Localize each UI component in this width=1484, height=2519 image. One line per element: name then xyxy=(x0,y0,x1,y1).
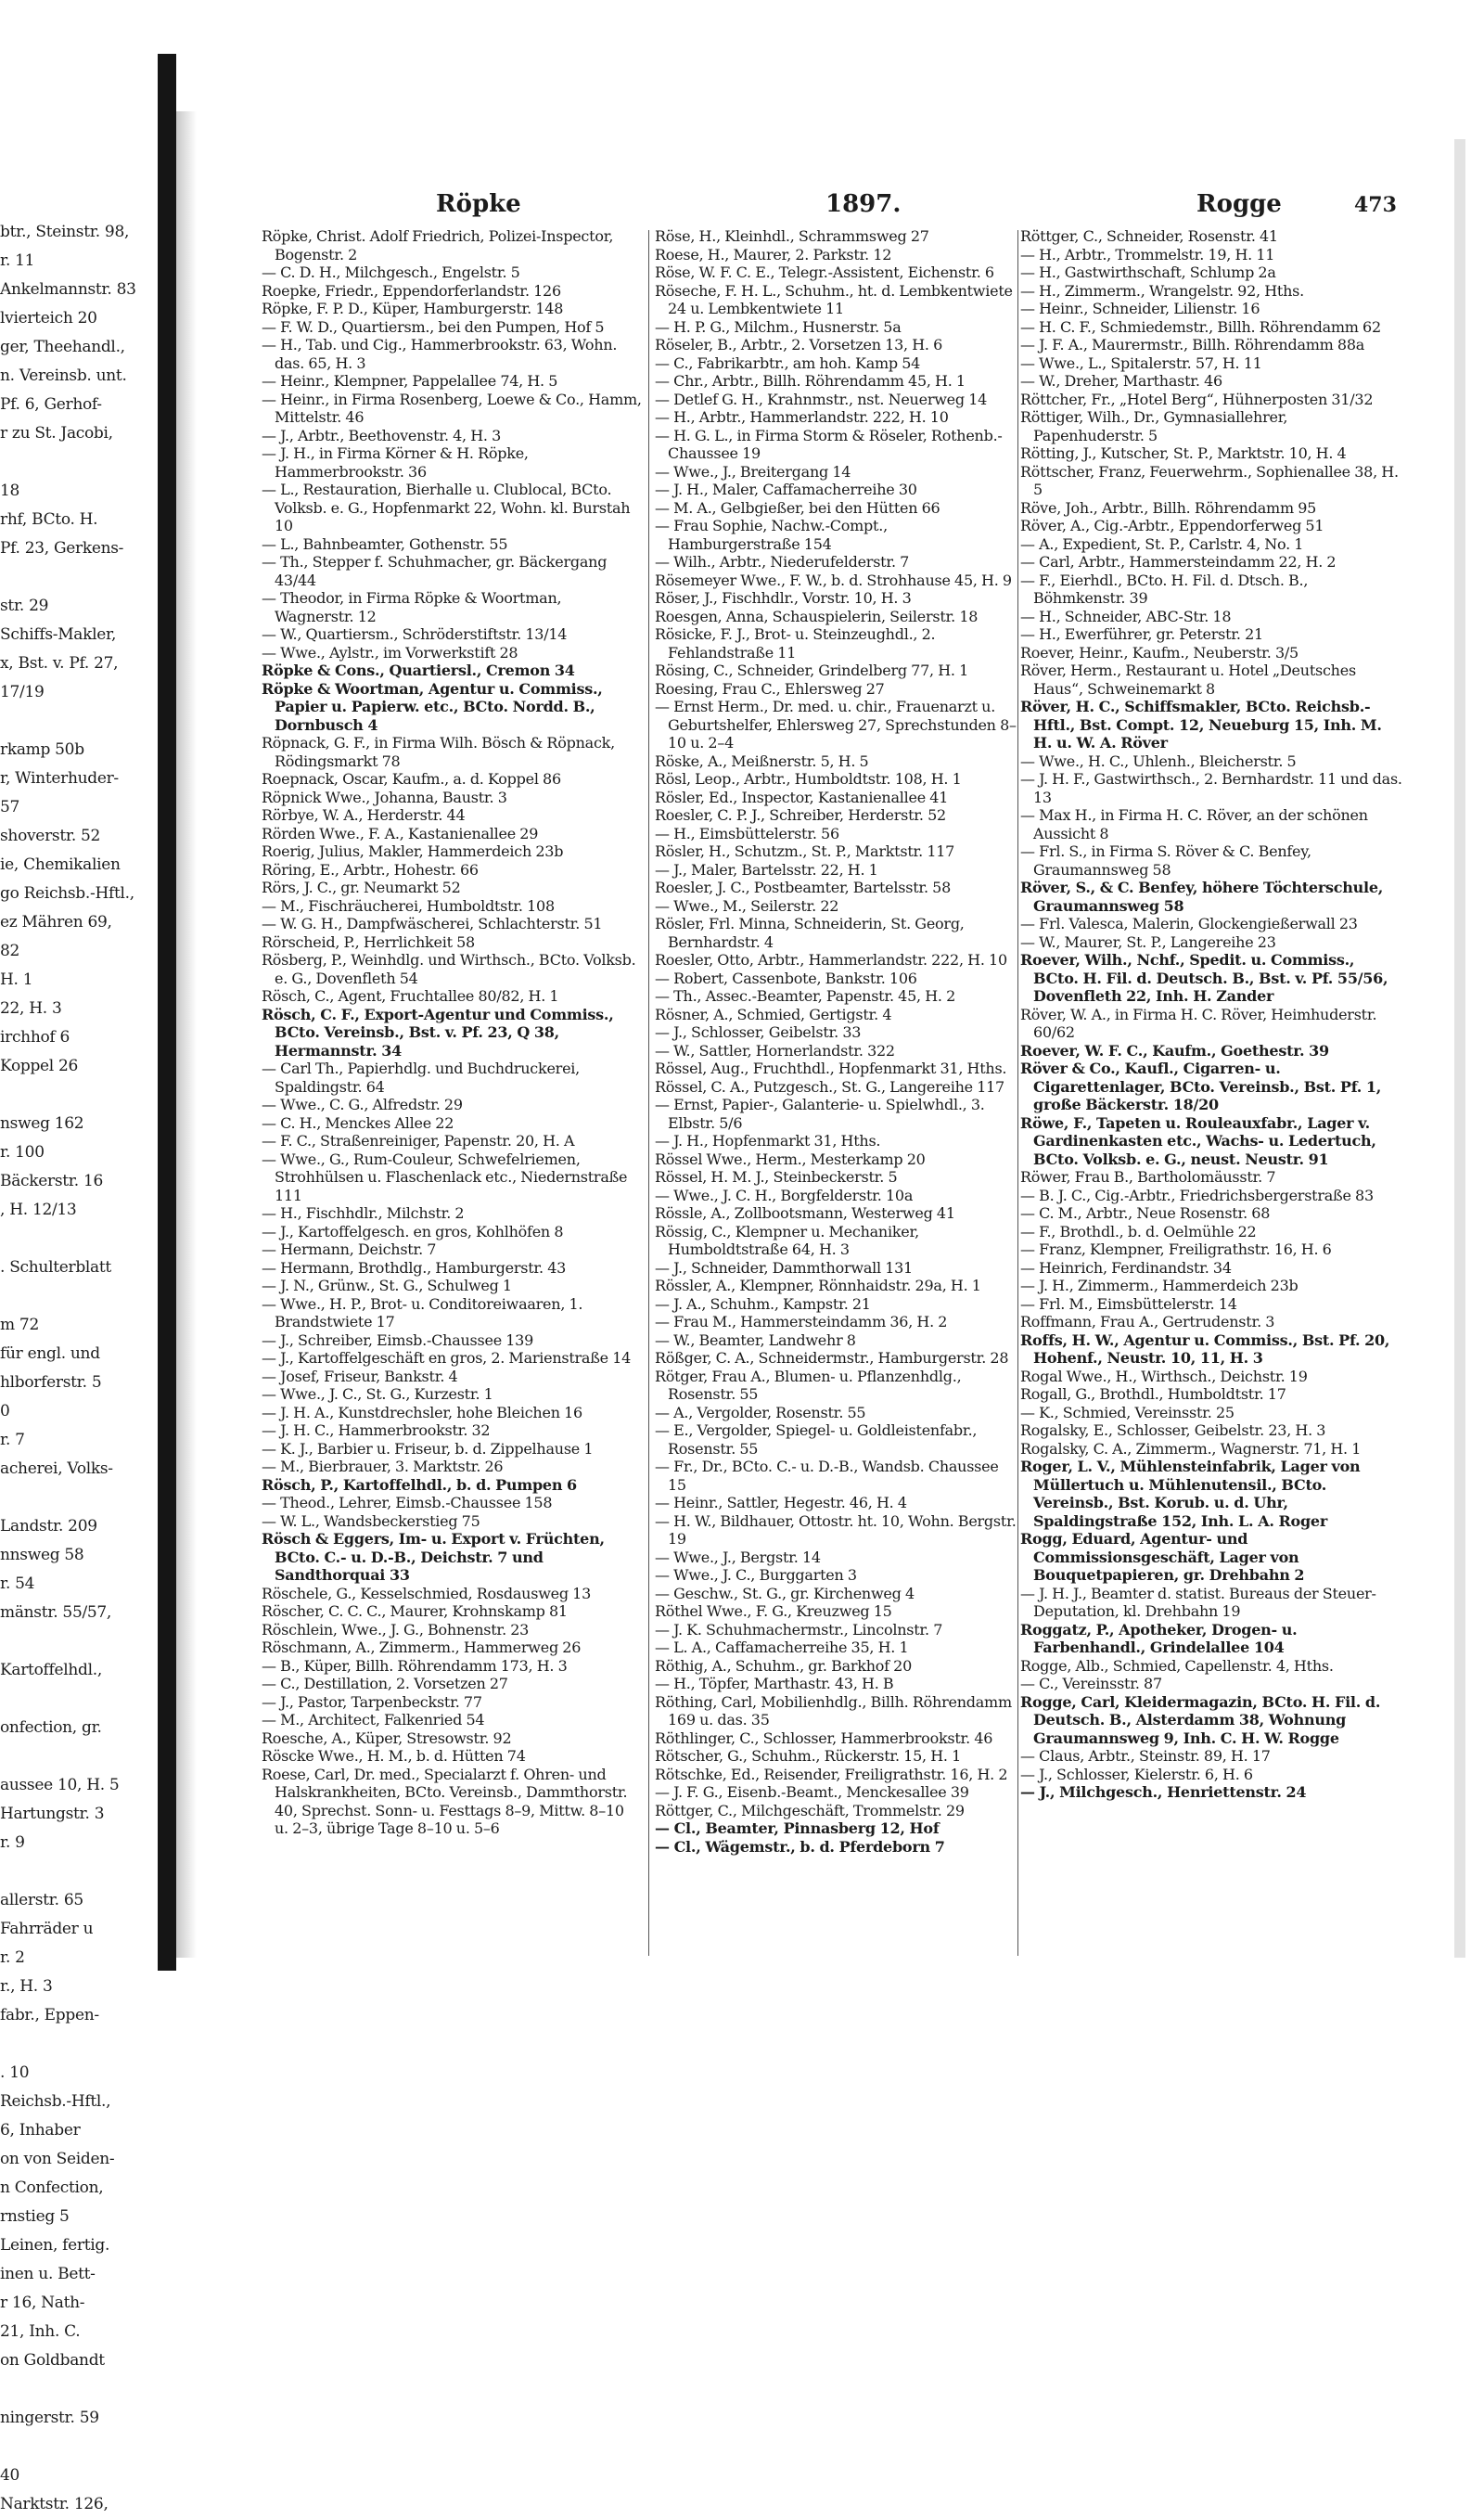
left-fragment-line xyxy=(0,563,158,592)
directory-entry: Röver, S., & C. Benfey, höhere Töchterschule, Graumannsweg 58 xyxy=(1020,879,1384,915)
directory-entry: Röring, E., Arbtr., Hohestr. 66 xyxy=(262,860,479,879)
directory-entry: Roesler, J. C., Postbeamter, Bartelsstr. 58 xyxy=(655,879,952,896)
directory-entry: Roever, W. F. C., Kaufm., Goethestr. 39 xyxy=(1020,1041,1329,1060)
directory-entry: Rörscheid, P., Herrlichkeit 58 xyxy=(262,932,475,951)
left-fragment-line: n Confection, xyxy=(0,2178,104,2197)
left-fragment-line: rnstieg 5 xyxy=(0,2207,70,2226)
directory-entry: Roepke, Friedr., Eppendorferlandstr. 126 xyxy=(262,281,561,300)
left-fragment-line: hlborferstr. 5 xyxy=(0,1373,102,1392)
directory-entry: Rösler, Frl. Minna, Schneiderin, St. Georg, Bernhardstr. 4 xyxy=(655,915,965,951)
directory-entry: — J. K. Schuhmachermstr., Lincolnstr. 7 xyxy=(655,1620,943,1639)
directory-entry: — C. M., Arbtr., Neue Rosenstr. 68 xyxy=(1020,1204,1271,1222)
left-fragment-line: aussee 10, H. 5 xyxy=(0,1776,120,1794)
directory-entry: — H., Fischhdlr., Milchstr. 2 xyxy=(262,1204,465,1222)
left-fragment-line: n. Vereinsb. unt. xyxy=(0,366,127,385)
left-fragment-line: Koppel 26 xyxy=(0,1057,79,1075)
left-fragment-line: go Reichsb.-Hftl., xyxy=(0,884,134,903)
left-fragment-line: ie, Chemikalien xyxy=(0,855,121,874)
directory-entry: Röscher, C. C. C., Maurer, Krohnskamp 81 xyxy=(262,1602,568,1620)
left-fragment-line: . 10 xyxy=(0,2063,30,2082)
directory-entry: — H., Arbtr., Hammerlandstr. 222, H. 10 xyxy=(655,408,949,426)
directory-entry: — F. C., Straßenreiniger, Papenstr. 20, H. A xyxy=(262,1132,575,1150)
left-fragment-line xyxy=(0,1225,158,1253)
gutter-shadow xyxy=(176,111,197,1958)
left-fragment-line: 40 xyxy=(0,2466,20,2485)
left-fragment-line: 17/19 xyxy=(0,683,45,701)
directory-entry: — J. H. J., Beamter d. statist. Bureaus der Steuer-Deputation, kl. Drehbahn 19 xyxy=(1020,1584,1376,1620)
left-fragment-line: 21, Inh. C. xyxy=(0,2322,81,2341)
directory-entry: Röver & Co., Kaufl., Cigarren- u. Cigarettenlager, BCto. Vereinsb., Bst. Pf. 1, große Bäckerstr. 18/20 xyxy=(1020,1060,1382,1113)
left-fragment-line: lvierteich 20 xyxy=(0,309,97,328)
directory-entry: — Wwe., H. P., Brot- u. Conditoreiwaaren, 1. Brandstwiete 17 xyxy=(262,1294,583,1330)
left-fragment-line: . Schulterblatt xyxy=(0,1258,111,1277)
directory-entry: Röttger, C., Milchgeschäft, Trommelstr. 29 xyxy=(655,1801,965,1819)
directory-entry: — Wwe., G., Rum-Couleur, Schwefelriemen, Strohhülsen u. Flaschenlack etc., Niedernstraße 111 xyxy=(262,1150,628,1204)
left-fragment-line: Landstr. 209 xyxy=(0,1517,97,1536)
directory-entry: Rössel Wwe., Herm., Mesterkamp 20 xyxy=(655,1150,926,1168)
directory-entry: — J., Kartoffelgeschäft en gros, 2. Marienstraße 14 xyxy=(262,1349,632,1367)
directory-entry: — H., Eimsbüttelerstr. 56 xyxy=(655,824,839,842)
left-fragment-line: on von Seiden- xyxy=(0,2150,115,2168)
directory-entry: Röpke, F. P. D., Küper, Hamburgerstr. 148 xyxy=(262,300,564,317)
directory-entry: — A., Vergolder, Rosenstr. 55 xyxy=(655,1403,866,1421)
left-fragment-line: Pf. 23, Gerkens- xyxy=(0,539,124,558)
left-fragment-line: mänstr. 55/57, xyxy=(0,1603,112,1622)
directory-entry: — Heinr., Klempner, Pappelallee 74, H. 5 xyxy=(262,372,558,390)
directory-entry: Roesler, Otto, Arbtr., Hammerlandstr. 222, H. 10 xyxy=(655,951,1007,969)
directory-entry: — Wwe., J. C., Burggarten 3 xyxy=(655,1566,857,1584)
directory-entry: — J. H. C., Hammerbrookstr. 32 xyxy=(262,1421,491,1439)
left-fragment-line: , H. 12/13 xyxy=(0,1201,77,1219)
directory-entry: — C., Vereinsstr. 87 xyxy=(1020,1675,1162,1692)
left-fragment-line: rhf, BCto. H. xyxy=(0,510,98,529)
directory-entry: — M., Fischräucherei, Humboldtstr. 108 xyxy=(262,896,555,915)
directory-entry: Rössel, C. A., Putzgesch., St. G., Langereihe 117 xyxy=(655,1077,1004,1096)
directory-entry: — J., Milchgesch., Henriettenstr. 24 xyxy=(1020,1783,1307,1801)
directory-entry: — Frl. M., Eimsbüttelerstr. 14 xyxy=(1020,1294,1237,1313)
directory-entry: Roese, H., Maurer, 2. Parkstr. 12 xyxy=(655,245,892,263)
directory-entry: Röske, A., Meißnerstr. 5, H. 5 xyxy=(655,752,869,770)
directory-entry: — W., Sattler, Hornerlandstr. 322 xyxy=(655,1041,895,1060)
directory-entry: — Josef, Friseur, Bankstr. 4 xyxy=(262,1367,458,1385)
directory-entry: — J. H. F., Gastwirthsch., 2. Bernhardstr. 11 und das. 13 xyxy=(1020,770,1402,806)
left-fragment-line: 18 xyxy=(0,482,20,500)
directory-entry: — Wwe., J. C. H., Borgfelderstr. 10a xyxy=(655,1186,914,1204)
directory-entry: Rössler, A., Klempner, Rönnhaidstr. 29a, H. 1 xyxy=(655,1277,981,1294)
directory-entry: Röwe, F., Tapeten u. Rouleauxfabr., Lager v. Gardinenkasten etc., Wachs- u. Ledertuch, BCto. Volksb. e. G., neust. Neustr. 91 xyxy=(1020,1113,1376,1168)
directory-entry: — J. H. A., Kunstdrechsler, hohe Bleichen 16 xyxy=(262,1403,582,1421)
directory-entry: — H., Zimmerm., Wrangelstr. 92, Hths. xyxy=(1020,281,1304,300)
directory-entry: — A., Expedient, St. P., Carlstr. 4, No. 1 xyxy=(1020,534,1304,553)
directory-entry: — J. A., Schuhm., Kampstr. 21 xyxy=(655,1294,871,1313)
directory-entry: Röthing, Carl, Mobilienhdlg., Billh. Röhrendamm 169 u. das. 35 xyxy=(655,1692,1012,1729)
directory-entry: Rogge, Carl, Kleidermagazin, BCto. H. Fil. d. Deutsch. B., Alsterdamm 38, Wohnung Graumannsweg 9, Inh. C. H. W. Rogge xyxy=(1020,1692,1381,1747)
directory-entry: — W. L., Wandsbeckerstieg 75 xyxy=(262,1511,480,1530)
directory-entry: — K., Schmied, Vereinsstr. 25 xyxy=(1020,1403,1235,1421)
directory-entry: Röttiger, Wilh., Dr., Gymnasiallehrer, Papenhuderstr. 5 xyxy=(1020,408,1288,444)
directory-entry: Röver, H. C., Schiffsmakler, BCto. Reichsb.-Hftl., Bst. Compt. 12, Neueburg 15, Inh. M. H. u. W. A. Röver xyxy=(1020,698,1382,752)
left-fragment-line: 6, Inhaber xyxy=(0,2121,81,2140)
directory-entry: Roever, Wilh., Nchf., Spedit. u. Commiss., BCto. H. Fil. d. Deutsch. B., Bst. v. Pf. 55/56, Dovenfleth 22, Inh. H. Zander xyxy=(1020,951,1388,1005)
directory-entry: Rösicke, F. J., Brot- u. Steinzeughdl., 2. Fehlandstraße 11 xyxy=(655,625,936,662)
directory-entry: Röse, H., Kleinhdl., Schrammsweg 27 xyxy=(655,227,929,245)
directory-entry: — J., Pastor, Tarpenbeckstr. 77 xyxy=(262,1692,482,1711)
directory-entry: — E., Vergolder, Spiegel- u. Goldleistenfabr., Rosenstr. 55 xyxy=(655,1421,978,1458)
directory-entry: — W., Beamter, Landwehr 8 xyxy=(655,1330,856,1349)
directory-entry: Roggatz, P., Apotheker, Drogen- u. Farbenhandl., Grindelallee 104 xyxy=(1020,1620,1298,1656)
directory-entry: Rötscher, G., Schuhm., Rückerstr. 15, H. 1 xyxy=(655,1747,962,1765)
directory-entry: Rössig, C., Klempner u. Mechaniker, Humboldtstraße 64, H. 3 xyxy=(655,1222,919,1258)
left-fragment-line: nsweg 162 xyxy=(0,1114,84,1133)
directory-entry: — J. H., Maler, Caffamacherreihe 30 xyxy=(655,481,917,498)
directory-entry: — W., Maurer, St. P., Langereihe 23 xyxy=(1020,932,1276,951)
directory-entry: — Cl., Beamter, Pinnasberg 12, Hof xyxy=(655,1819,940,1837)
directory-entry: — Fr., Dr., BCto. C.- u. D.-B., Wandsb. Chaussee 15 xyxy=(655,1458,999,1494)
directory-entry: — J. F. A., Maurermstr., Billh. Röhrendamm 88a xyxy=(1020,336,1365,353)
left-fragment-line: on Goldbandt xyxy=(0,2351,105,2370)
left-fragment-line: r. 9 xyxy=(0,1833,25,1852)
left-fragment-line: r 16, Nath- xyxy=(0,2294,85,2312)
directory-entry: — W., Quartiersm., Schröderstiftstr. 13/14 xyxy=(262,625,568,643)
left-fragment-line xyxy=(0,1484,158,1512)
directory-entry: — Theodor, in Firma Röpke & Woortman, Wagnerstr. 12 xyxy=(262,589,562,625)
directory-entry: Rötting, J., Kutscher, St. P., Marktstr. 10, H. 4 xyxy=(1020,444,1347,462)
directory-entry: — H. P. G., Milchm., Husnerstr. 5a xyxy=(655,317,902,336)
left-fragment-line: m 72 xyxy=(0,1316,39,1334)
directory-entry: — C. D. H., Milchgesch., Engelstr. 5 xyxy=(262,263,520,281)
directory-entry: Rogal Wwe., H., Wirthsch., Deichstr. 19 xyxy=(1020,1367,1308,1385)
left-fragment-line: r. 100 xyxy=(0,1143,45,1162)
header-left-word: Röpke xyxy=(436,190,521,218)
directory-entry: — L. A., Caffamacherreihe 35, H. 1 xyxy=(655,1639,909,1656)
directory-entry: Röser, J., Fischhdlr., Vorstr. 10, H. 3 xyxy=(655,589,912,607)
directory-entry: Roesler, C. P. J., Schreiber, Herderstr. 52 xyxy=(655,806,946,824)
left-page-fragment xyxy=(0,218,158,2513)
left-fragment-line: shoverstr. 52 xyxy=(0,827,101,845)
directory-entry: Rössle, A., Zollbootsmann, Westerweg 41 xyxy=(655,1204,955,1222)
directory-entry: — F. W. D., Quartiersm., bei den Pumpen, Hof 5 xyxy=(262,317,605,336)
directory-entry: — Wwe., C. G., Alfredstr. 29 xyxy=(262,1096,463,1113)
left-fragment-line xyxy=(0,707,158,736)
directory-entry: Röttscher, Franz, Feuerwehrm., Sophienallee 38, H. 5 xyxy=(1020,462,1399,498)
directory-entry: — J., Schneider, Dammthorwall 131 xyxy=(655,1258,913,1277)
directory-entry: — Wwe., L., Spitalerstr. 57, H. 11 xyxy=(1020,353,1262,372)
directory-entry: — Th., Assec.-Beamter, Papenstr. 45, H. 2 xyxy=(655,987,956,1005)
left-fragment-line xyxy=(0,2030,158,2059)
directory-entry: — H. W., Bildhauer, Ottostr. ht. 10, Wohn. Bergstr. 19 xyxy=(655,1511,1017,1548)
directory-entry: Rößger, C. A., Schneidermstr., Hamburgerstr. 28 xyxy=(655,1349,1009,1367)
left-fragment-line: H. 1 xyxy=(0,970,33,989)
left-fragment-line: acherei, Volks- xyxy=(0,1459,113,1478)
directory-entry: — C., Fabrikarbtr., am hoh. Kamp 54 xyxy=(655,353,921,372)
directory-entry: Roesche, A., Küper, Stresowstr. 92 xyxy=(262,1729,512,1747)
directory-entry: — Carl Th., Papierhdlg. und Buchdruckerei, Spaldingstr. 64 xyxy=(262,1060,580,1096)
directory-entry: — Carl, Arbtr., Hammersteindamm 22, H. 2 xyxy=(1020,553,1337,571)
directory-entry: Röschele, G., Kesselschmied, Rosdausweg 13 xyxy=(262,1584,592,1602)
directory-entry: Röseche, F. H. L., Schuhm., ht. d. Lembkentwiete 24 u. Lembkentwiete 11 xyxy=(655,281,1013,317)
directory-entry: Rötschke, Ed., Reisender, Freiligrathstr. 16, H. 2 xyxy=(655,1765,1008,1783)
directory-entry: — Claus, Arbtr., Steinstr. 89, H. 17 xyxy=(1020,1747,1271,1765)
directory-entry: — J., Arbtr., Beethovenstr. 4, H. 3 xyxy=(262,426,502,444)
left-fragment-line: Ankelmannstr. 83 xyxy=(0,280,136,299)
left-fragment-line xyxy=(0,448,158,477)
column-rule xyxy=(1017,230,1018,1956)
directory-entry: — J. N., Grünw., St. G., Schulweg 1 xyxy=(262,1277,512,1294)
directory-entry: — Wwe., M., Seilerstr. 22 xyxy=(655,896,839,915)
left-fragment-line: Kartoffelhdl., xyxy=(0,1661,102,1679)
left-fragment-line: Bäckerstr. 16 xyxy=(0,1172,103,1190)
left-fragment-line: x, Bst. v. Pf. 27, xyxy=(0,654,119,673)
directory-entry: Rössel, H. M. J., Steinbeckerstr. 5 xyxy=(655,1168,898,1186)
left-fragment-line: rkamp 50b xyxy=(0,740,84,759)
left-fragment-line: r. 2 xyxy=(0,1948,25,1967)
directory-entry: Röpke & Woortman, Agentur u. Commiss., Papier u. Papierw. etc., BCto. Nordd. B., Dornbusch 4 xyxy=(262,679,603,734)
directory-entry: — J. H., in Firma Körner & H. Röpke, Hammerbrookstr. 36 xyxy=(262,444,529,481)
page-header xyxy=(278,190,1401,227)
directory-entry: — W., Dreher, Marthastr. 46 xyxy=(1020,372,1222,390)
left-fragment-line: r., H. 3 xyxy=(0,1977,53,1996)
left-fragment-line: Narktstr. 126, xyxy=(0,2495,109,2513)
directory-entry: — J. H., Zimmerm., Hammerdeich 23b xyxy=(1020,1277,1298,1294)
directory-entry: Rösch, P., Kartoffelhdl., b. d. Pumpen 6 xyxy=(262,1475,577,1494)
directory-entry: — H., Töpfer, Marthastr. 43, H. B xyxy=(655,1675,894,1692)
directory-entry: Rösl, Leop., Arbtr., Humboldtstr. 108, H. 1 xyxy=(655,770,962,788)
directory-entry: Roffs, H. W., Agentur u. Commiss., Bst. Pf. 20, Hohenf., Neustr. 10, 11, H. 3 xyxy=(1020,1330,1390,1367)
book-spine xyxy=(158,54,176,1971)
directory-entry: Röthel Wwe., F. G., Kreuzweg 15 xyxy=(655,1602,892,1620)
directory-entry: Rösing, C., Schneider, Grindelberg 77, H. 1 xyxy=(655,662,968,679)
directory-entry: Röttcher, Fr., „Hotel Berg“, Hühnerposten 31/32 xyxy=(1020,390,1374,408)
left-fragment-line: ger, Theehandl., xyxy=(0,338,125,356)
directory-entry: Rogge, Alb., Schmied, Capellenstr. 4, Hths. xyxy=(1020,1656,1334,1675)
directory-entry: Rössel, Aug., Fruchthdl., Hopfenmarkt 31, Hths. xyxy=(655,1060,1007,1077)
left-fragment-line xyxy=(0,1627,158,1656)
left-fragment-line xyxy=(0,2433,158,2461)
directory-entry: Rörs, J. C., gr. Neumarkt 52 xyxy=(262,879,461,896)
directory-entry: Röwer, Frau B., Bartholomäusstr. 7 xyxy=(1020,1168,1276,1186)
directory-entry: Röttger, C., Schneider, Rosenstr. 41 xyxy=(1020,227,1278,245)
directory-entry: Rogalsky, C. A., Zimmerm., Wagnerstr. 71, H. 1 xyxy=(1020,1439,1362,1458)
directory-entry: Röschmann, A., Zimmerm., Hammerweg 26 xyxy=(262,1639,582,1656)
directory-entry: Rösemeyer Wwe., F. W., b. d. Strohhause 45, H. 9 xyxy=(655,571,1012,589)
directory-entry: Rösner, A., Schmied, Gertigstr. 4 xyxy=(655,1005,892,1023)
directory-entry: Roger, L. V., Mühlensteinfabrik, Lager von Müllertuch u. Mühlenutensil., BCto. Vereinsb., Bst. Korub. u. d. Uhr, Spaldingstraße 152, Inh. L. A. Roger xyxy=(1020,1458,1361,1530)
directory-entry: — C. H., Menckes Allee 22 xyxy=(262,1113,454,1132)
left-fragment-line xyxy=(0,1081,158,1110)
directory-entry: Rogall, G., Brothdl., Humboldtstr. 17 xyxy=(1020,1385,1286,1403)
left-fragment-line: r. 11 xyxy=(0,251,35,270)
directory-column-3 xyxy=(1020,227,1402,1962)
directory-entry: Roever, Heinr., Kaufm., Neuberstr. 3/5 xyxy=(1020,643,1298,662)
directory-entry: — L., Restauration, Bierhalle u. Clublocal, BCto. Volksb. e. G., Hopfenmarkt 22, Wohn. kl. Burstah 10 xyxy=(262,481,631,534)
directory-entry: — M., Bierbrauer, 3. Marktstr. 26 xyxy=(262,1458,504,1475)
directory-entry: — H., Arbtr., Trommelstr. 19, H. 11 xyxy=(1020,245,1275,263)
directory-entry: — Frau Sophie, Nachw.-Compt., Hamburgerstraße 154 xyxy=(655,517,888,553)
directory-entry: — Th., Stepper f. Schuhmacher, gr. Bäckergang 43/44 xyxy=(262,553,608,589)
directory-entry: — Heinr., in Firma Rosenberg, Loewe & Co., Hamm, Mittelstr. 46 xyxy=(262,390,642,426)
directory-entry: Röver, W. A., in Firma H. C. Röver, Heimhuderstr. 60/62 xyxy=(1020,1005,1377,1041)
page-edge xyxy=(1454,139,1465,1958)
directory-entry: — K. J., Barbier u. Friseur, b. d. Zippelhause 1 xyxy=(262,1439,594,1458)
left-fragment-line: r, Winterhuder- xyxy=(0,769,119,788)
directory-entry: — J., Schreiber, Eimsb.-Chaussee 139 xyxy=(262,1330,534,1349)
directory-entry: — J. F. G., Eisenb.-Beamt., Menckesallee 39 xyxy=(655,1783,969,1801)
directory-entry: Rösberg, P., Weinhdlg. und Wirthsch., BCto. Volksb. e. G., Dovenfleth 54 xyxy=(262,951,636,987)
directory-entry: — M. A., Gelbgießer, bei den Hütten 66 xyxy=(655,498,940,517)
left-fragment-line: str. 29 xyxy=(0,597,49,615)
directory-entry: Röver, A., Cig.-Arbtr., Eppendorferweg 51 xyxy=(1020,517,1324,534)
directory-entry: — Heinrich, Ferdinandstr. 34 xyxy=(1020,1258,1232,1277)
header-right-word: Rogge xyxy=(1196,190,1282,218)
directory-entry: Röpke, Christ. Adolf Friedrich, Polizei-Inspector, Bogenstr. 2 xyxy=(262,227,614,263)
directory-entry: — Hermann, Deichstr. 7 xyxy=(262,1240,437,1258)
directory-entry: Rösch, C. F., Export-Agentur und Commiss., BCto. Vereinsb., Bst. v. Pf. 23, Q 38, Hermannstr. 34 xyxy=(262,1005,614,1060)
directory-entry: Rogalsky, E., Schlosser, Geibelstr. 23, H. 3 xyxy=(1020,1421,1326,1439)
left-fragment-line: nnsweg 58 xyxy=(0,1546,84,1564)
left-fragment-line: r zu St. Jacobi, xyxy=(0,424,113,443)
left-fragment-line: inen u. Bett- xyxy=(0,2265,96,2283)
directory-entry: Röver, Herm., Restaurant u. Hotel „Deutsches Haus“, Schweinemarkt 8 xyxy=(1020,662,1356,698)
page-number: 473 xyxy=(1354,193,1397,217)
directory-entry: Roesing, Frau C., Ehlersweg 27 xyxy=(655,679,885,698)
left-fragment-line xyxy=(0,1685,158,1714)
left-fragment-line xyxy=(0,1857,158,1886)
directory-entry: — B., Küper, Billh. Röhrendamm 173, H. 3 xyxy=(262,1656,568,1675)
directory-entry: Röpke & Cons., Quartiersl., Cremon 34 xyxy=(262,662,575,679)
directory-entry: Röpnick Wwe., Johanna, Baustr. 3 xyxy=(262,788,507,806)
directory-entry: Röseler, B., Arbtr., 2. Vorsetzen 13, H. 6 xyxy=(655,336,942,353)
left-fragment-line: Leinen, fertig. xyxy=(0,2236,110,2255)
directory-entry: — H., Tab. und Cig., Hammerbrookstr. 63, Wohn. das. 65, H. 3 xyxy=(262,336,618,372)
directory-entry: Rösch, C., Agent, Fruchtallee 80/82, H. 1 xyxy=(262,987,559,1005)
directory-entry: — Franz, Klempner, Freiligrathstr. 16, H. 6 xyxy=(1020,1240,1332,1258)
directory-entry: — Chr., Arbtr., Billh. Röhrendamm 45, H. 1 xyxy=(655,372,966,390)
directory-entry: — Frl. Valesca, Malerin, Glockengießerwall 23 xyxy=(1020,915,1358,932)
directory-entry: Röve, Joh., Arbtr., Billh. Röhrendamm 95 xyxy=(1020,498,1317,517)
directory-entry: Roepnack, Oscar, Kaufm., a. d. Koppel 86 xyxy=(262,770,561,788)
left-fragment-line: fabr., Eppen- xyxy=(0,2006,99,2024)
directory-entry: — Ernst, Papier-, Galanterie- u. Spielwhdl., 3. Elbstr. 5/6 xyxy=(655,1096,985,1132)
directory-entry: Rösler, H., Schutzm., St. P., Marktstr. 117 xyxy=(655,842,955,860)
directory-entry: — Heinr., Schneider, Lilienstr. 16 xyxy=(1020,300,1260,317)
directory-entry: — Wwe., J., Breitergang 14 xyxy=(655,462,851,481)
directory-entry: Röpnack, G. F., in Firma Wilh. Bösch & Röpnack, Rödingsmarkt 78 xyxy=(262,734,615,770)
directory-entry: — Theod., Lehrer, Eimsb.-Chaussee 158 xyxy=(262,1494,553,1511)
directory-entry: — Wilh., Arbtr., Niederufelderstr. 7 xyxy=(655,553,910,571)
directory-entry: Röthlinger, C., Schlosser, Hammerbrookstr. 46 xyxy=(655,1729,993,1747)
directory-entry: — H. C. F., Schmiedemstr., Billh. Röhrendamm 62 xyxy=(1020,317,1381,336)
left-fragment-line: allerstr. 65 xyxy=(0,1891,83,1909)
left-fragment-line: Reichsb.-Hftl., xyxy=(0,2092,111,2111)
directory-entry: — Robert, Cassenbote, Bankstr. 106 xyxy=(655,969,917,987)
directory-entry: — J. H., Hopfenmarkt 31, Hths. xyxy=(655,1132,881,1150)
directory-entry: Rörbye, W. A., Herderstr. 44 xyxy=(262,806,466,824)
left-fragment-line: onfection, gr. xyxy=(0,1718,102,1737)
left-fragment-line xyxy=(0,2375,158,2404)
left-fragment-line: Fahrräder u xyxy=(0,1920,94,1938)
directory-entry: — L., Bahnbeamter, Gothenstr. 55 xyxy=(262,534,508,553)
directory-entry: Roffmann, Frau A., Gertrudenstr. 3 xyxy=(1020,1313,1275,1330)
directory-entry: — C., Destillation, 2. Vorsetzen 27 xyxy=(262,1675,508,1692)
left-fragment-line: r. 54 xyxy=(0,1574,35,1593)
column-rule xyxy=(648,230,649,1956)
directory-entry: Rösch & Eggers, Im- u. Export v. Früchten, BCto. C.- u. D.-B., Deichstr. 7 und Sandthorquai 33 xyxy=(262,1530,605,1584)
directory-entry: — J., Schlosser, Geibelstr. 33 xyxy=(655,1023,862,1041)
directory-entry: Roerig, Julius, Makler, Hammerdeich 23b xyxy=(262,842,564,860)
header-year: 1897. xyxy=(825,190,902,218)
left-fragment-line: irchhof 6 xyxy=(0,1028,70,1047)
directory-entry: — M., Architect, Falkenried 54 xyxy=(262,1711,485,1729)
directory-entry: — J., Schlosser, Kielerstr. 6, H. 6 xyxy=(1020,1765,1253,1783)
directory-entry: — H. G. L., in Firma Storm & Röseler, Rothenb.-Chaussee 19 xyxy=(655,426,1003,462)
directory-entry: Röthig, A., Schuhm., gr. Barkhof 20 xyxy=(655,1656,913,1675)
directory-entry: — H., Gastwirthschaft, Schlump 2a xyxy=(1020,263,1276,281)
directory-entry: Rötger, Frau A., Blumen- u. Pflanzenhdlg., Rosenstr. 55 xyxy=(655,1367,962,1403)
directory-entry: Röschlein, Wwe., J. G., Bohnenstr. 23 xyxy=(262,1620,530,1639)
left-fragment-line: Schiffs-Makler, xyxy=(0,625,117,644)
left-fragment-line: 22, H. 3 xyxy=(0,999,62,1018)
directory-entry: — Detlef G. H., Krahnmstr., nst. Neuerweg 14 xyxy=(655,390,988,408)
directory-entry: — Wwe., J., Bergstr. 14 xyxy=(655,1548,821,1566)
directory-entry: — Cl., Wägemstr., b. d. Pferdeborn 7 xyxy=(655,1837,945,1856)
directory-entry: Röscke Wwe., H. M., b. d. Hütten 74 xyxy=(262,1747,526,1765)
directory-entry: — Wwe., J. C., St. G., Kurzestr. 1 xyxy=(262,1385,493,1403)
left-fragment-line: 57 xyxy=(0,798,20,816)
left-fragment-line: 0 xyxy=(0,1402,10,1420)
directory-entry: Roesgen, Anna, Schauspielerin, Seilerstr. 18 xyxy=(655,607,979,625)
directory-entry: — Max H., in Firma H. C. Röver, an der schönen Aussicht 8 xyxy=(1020,806,1368,842)
directory-entry: — Wwe., Aylstr., im Vorwerkstift 28 xyxy=(262,643,518,662)
directory-entry: — F., Eierhdl., BCto. H. Fil. d. Dtsch. B., Böhmkenstr. 39 xyxy=(1020,571,1309,607)
left-fragment-line: für engl. und xyxy=(0,1344,100,1363)
left-fragment-line: Pf. 6, Gerhof- xyxy=(0,395,102,414)
directory-entry: — H., Ewerführer, gr. Peterstr. 21 xyxy=(1020,625,1263,643)
left-fragment-line: 82 xyxy=(0,942,20,960)
left-fragment-line: ningerstr. 59 xyxy=(0,2409,99,2427)
directory-entry: — Hermann, Brothdlg., Hamburgerstr. 43 xyxy=(262,1258,567,1277)
directory-entry: — Geschw., St. G., gr. Kirchenweg 4 xyxy=(655,1584,915,1602)
directory-entry: — H., Schneider, ABC-Str. 18 xyxy=(1020,607,1232,625)
directory-entry: — F., Brothdl., b. d. Oelmühle 22 xyxy=(1020,1222,1257,1240)
directory-column-2 xyxy=(655,227,1017,1962)
directory-entry: — Heinr., Sattler, Hegestr. 46, H. 4 xyxy=(655,1494,907,1511)
directory-entry: Rogg, Eduard, Agentur- und Commissionsgeschäft, Lager von Bouquetpapieren, gr. Drehbahn 2 xyxy=(1020,1530,1305,1584)
directory-entry: — J., Maler, Bartelsstr. 22, H. 1 xyxy=(655,860,878,879)
directory-entry: — Frl. S., in Firma S. Röver & C. Benfey, Graumannsweg 58 xyxy=(1020,842,1311,879)
left-fragment-line: r. 7 xyxy=(0,1431,25,1449)
directory-entry: — W. G. H., Dampfwäscherei, Schlachterstr. 51 xyxy=(262,915,603,932)
directory-entry: Rörden Wwe., F. A., Kastanienallee 29 xyxy=(262,824,539,842)
left-fragment-line xyxy=(0,1742,158,1771)
directory-entry: — Wwe., H. C., Uhlenh., Bleicherstr. 5 xyxy=(1020,752,1297,770)
directory-entry: Roese, Carl, Dr. med., Specialarzt f. Ohren- und Halskrankheiten, BCto. Vereinsb., Dammthorstr. 40, Sprechst. Sonn- u. Festtags 8–9, Mittw. 8–10 u. 2–3, übrige Tage 8–10 u. 5–6 xyxy=(262,1765,628,1837)
directory-column-1 xyxy=(262,227,642,1962)
directory-entry: — B. J. C., Cig.-Arbtr., Friedrichsbergerstraße 83 xyxy=(1020,1186,1374,1204)
directory-entry: Rösler, Ed., Inspector, Kastanienallee 41 xyxy=(655,788,949,806)
left-fragment-line xyxy=(0,1282,158,1311)
left-fragment-line: Hartungstr. 3 xyxy=(0,1805,105,1823)
left-fragment-line: btr., Steinstr. 98, xyxy=(0,223,130,241)
left-fragment-line: ez Mähren 69, xyxy=(0,913,112,932)
directory-entry: — J., Kartoffelgesch. en gros, Kohlhöfen 8 xyxy=(262,1222,564,1240)
directory-entry: — Frau M., Hammersteindamm 36, H. 2 xyxy=(655,1313,948,1330)
directory-entry: — Ernst Herm., Dr. med. u. chir., Frauenarzt u. Geburtshelfer, Ehlersweg 27, Sprechstunden 8–10 u. 2–4 xyxy=(655,698,1017,752)
directory-entry: Röse, W. F. C. E., Telegr.-Assistent, Eichenstr. 6 xyxy=(655,263,994,281)
